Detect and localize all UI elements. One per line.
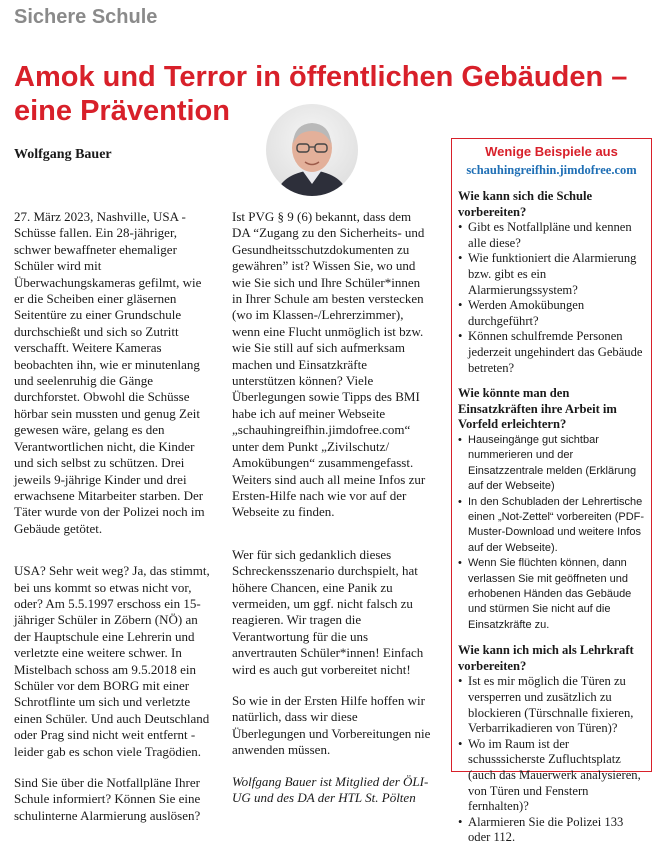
sidebar-box [451, 138, 652, 845]
list-item: • Wie funktioniert die Alarmierung bzw. gibt es ein Alarmierungssystem? [458, 251, 645, 298]
list-item: • Werden Amokübungen durchgeführt? [458, 298, 645, 329]
list-school [452, 220, 651, 376]
paragraph-scenario: Wer für sich gedanklich dieses Schreckensszenario durchspielt, hat höhere Chancen, eine Panik zu vermeiden, um ggf. nicht falsch zu reagieren. Wir tragen die Verantwortung für die uns anvertrauten Schüler*innen! Einfach wird es auch gut vorbereitet nicht! [232, 546, 424, 677]
list-teacher [452, 674, 651, 846]
author-signature: Wolfgang Bauer ist Mitglied der ÖLI-UG und des DA der HTL St. Pölten [232, 773, 429, 805]
article-title: Amok und Terror in öffentlichen Gebäuden – eine Prävention [14, 61, 628, 127]
author-photo [266, 104, 358, 196]
sidebar-heading: Wenige Beispiele aus [485, 144, 618, 159]
article-column-1 [14, 209, 214, 839]
list-item: • Hauseingänge gut sichtbar nummerieren und der Einsatzzentrale melden (Erklärung auf der Webseite) [458, 433, 645, 495]
website-link[interactable]: schauhingreifhin.jimdofree.com [466, 163, 637, 177]
list-item: • Gibt es Notfallpläne und kennen alle diese? [458, 220, 645, 251]
list-emergency [452, 433, 651, 633]
paragraph-questions: Sind Sie über die Notfallpläne Ihrer Schule informiert? Können Sie eine schulinterne Alarmierung auslösen? [14, 775, 201, 823]
list-item: • Wo im Raum ist der schusssicherste Zufluchtsplatz (auch das Mauerwerk analysieren, von Türen und Fenstern fernhalten)? [458, 737, 645, 815]
list-item: • In den Schubladen der Lehrertische einen „Not-Zettel“ vorbereiten (PDF-Muster-Download und weitere Infos auf der Webseite). [458, 495, 645, 557]
paragraph-austria: USA? Sehr weit weg? Ja, das stimmt, bei uns kommt so etwas nicht vor, oder? Am 5.5.1997 erschoss ein 15-jähriger Schüler in Zöbern (NÖ) an der Hauptschule eine Lehrerin und verletzte eine weitere schwer. In Mistelbach schoss am 9.5.2018 ein Schüler vor dem BORG mit einer Schrotflinte um sich und verletzte einen Schüler. Und auch Deutschland oder Prag sind nicht weit entfernt - leider gab es schon viele Tragödien. [14, 563, 210, 759]
list-item: • Alarmieren Sie die Polizei 133 oder 112. [458, 815, 645, 846]
list-item: • Ist es mir möglich die Türen zu versperren und zusätzlich zu blockieren (Türschnalle fixieren, Verbarrikadieren von Türen)? [458, 674, 645, 736]
author-name: Wolfgang Bauer [14, 147, 112, 162]
article-column-2 [232, 209, 432, 821]
paragraph-pvg: Ist PVG § 9 (6) bekannt, dass dem DA “Zugang zu den Sicherheits- und Gesundheitsschutzdokumenten zu gewähren” ist? Wissen Sie, wo und wie Sie sich und Ihre Schüler*innen in Ihrer Schule am besten verstecken (wo im Klassen-/Lehrerzimmer), wenn eine Flucht unmöglich ist bzw. wie Sie still auf sich aufmerksam machen und Einsatzkräfte unterstützen können? Viele Überlegungen sowie Tipps des BMI habe ich auf meiner Webseite „schauhingreifhin.jimdofree.com“ unter dem Punkt „Zivilschutz/ Amokübungen“ zusammengefasst. Weiters sind auch all meine Infos zur Ersten-Hilfe nach wie vor auf der Webseite zu finden. [232, 209, 426, 520]
paragraph-incident: 27. März 2023, Nashville, USA - Schüsse fallen. Ein 28-jähriger, schwer bewaffneter ehemaliger Schüler wird mit Überwachungskameras gefilmt, wie er die Scheiben einer gläsernen Seitentüre zu einer Grundschule durchschießt und sich so Zutritt verschafft. Weitere Kameras beobachten ihn, wie er minutenlang und seelenruhig die Gänge durchforstet. Obwohl die Schüsse hörbar sein mussten und genug Zeit gewesen wäre, gelang es den Verantwortlichen nicht, die Kinder und sich selbst zu schützen. Drei jeweils 9-jährige Kinder und drei erwachsene Mitarbeiter starben. Der Täter wurde von der Polizei noch im Gebäude getötet. [14, 209, 205, 536]
list-item: • Können schulfremde Personen jederzeit ungehindert das Gebäude betreten? [458, 329, 645, 376]
question-teacher: Wie kann ich mich als Lehrkraft vorbereiten? [458, 643, 634, 673]
list-item: • Wenn Sie flüchten können, dann verlassen Sie mit geöffneten und erhobenen Händen das Gebäude und stürmen Sie nicht auf die Einsatzkräfte zu. [458, 556, 645, 633]
sidebar-header [452, 139, 651, 179]
paragraph-hope: So wie in der Ersten Hilfe hoffen wir natürlich, dass wir diese Überlegungen und Vorbereitungen nie anwenden müssen. [232, 692, 431, 758]
question-school: Wie kann sich die Schule vorbereiten? [458, 189, 593, 219]
section-label: Sichere Schule [14, 6, 158, 28]
question-emergency: Wie könnte man den Einsatzkräften ihre Arbeit im Vorfeld erleichtern? [458, 386, 617, 432]
